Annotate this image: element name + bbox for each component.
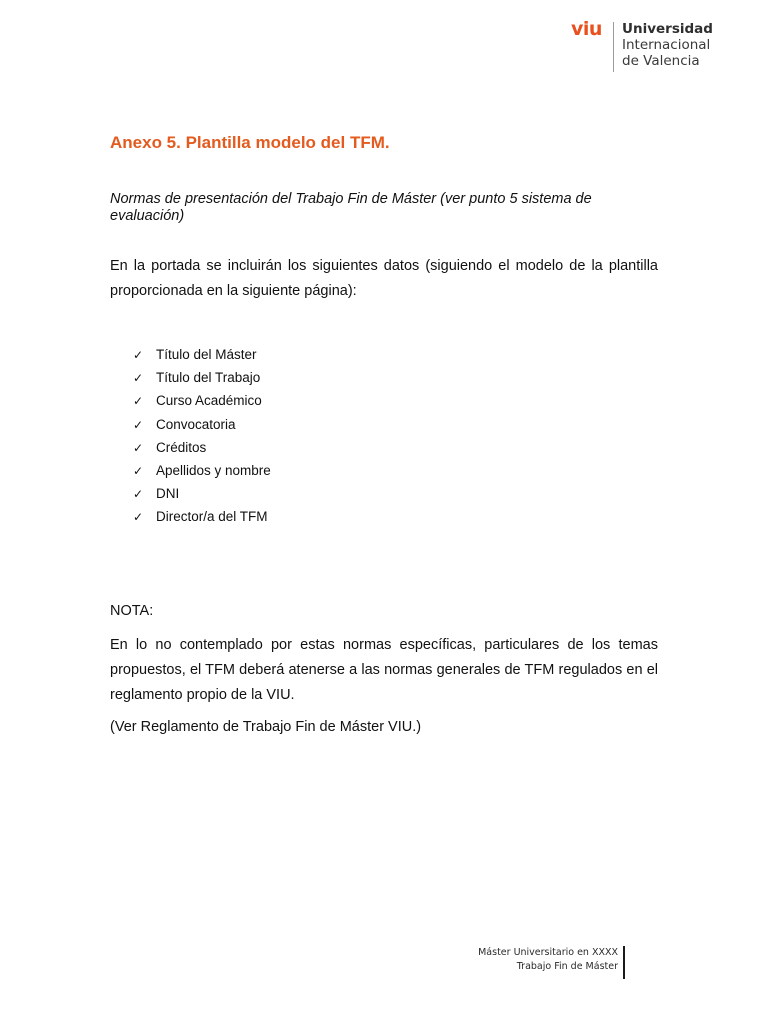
checklist-item-label: Apellidos y nombre	[156, 462, 271, 478]
footer-line-2: Trabajo Fin de Máster	[516, 961, 618, 972]
checklist-item	[133, 345, 271, 368]
intro-paragraph: En la portada se incluirán los siguientes datos (siguiendo el modelo de la plantilla proporcionada en la siguiente página):	[110, 258, 658, 299]
check-icon: ✓	[133, 440, 144, 455]
check-icon: ✓	[133, 487, 144, 502]
presentation-norms-note: Normas de presentación del Trabajo Fin de Máster (ver punto 5 sistema de evaluación)	[110, 191, 592, 224]
logo-divider	[613, 22, 614, 72]
nota-label: NOTA:	[110, 603, 154, 619]
university-logo	[571, 18, 721, 74]
check-icon: ✓	[133, 348, 144, 362]
check-icon: ✓	[133, 417, 144, 432]
checklist-item-label: Curso Académico	[156, 393, 262, 409]
check-icon: ✓	[133, 394, 144, 409]
checklist-item	[133, 415, 271, 438]
checklist-item	[133, 484, 271, 507]
footer-divider	[623, 946, 625, 979]
nota-paragraph: En lo no contemplado por estas normas específicas, particulares de los temas propuestos, el TFM deberá atenerse a las normas generales de TFM regulados en el reglamento propio de la VIU.	[110, 637, 658, 703]
checklist-item-label: Director/a del TFM	[156, 509, 268, 525]
logo-line-1: Universidad	[622, 21, 713, 37]
logo-wordmark	[622, 21, 713, 69]
checklist-item-label: Convocatoria	[156, 416, 236, 432]
checklist-item	[133, 438, 271, 461]
logo-brand: viu	[571, 18, 602, 40]
checklist-item-label: DNI	[156, 486, 180, 502]
checklist-item-label: Título del Trabajo	[156, 370, 261, 386]
logo-line-2: Internacional	[622, 37, 711, 53]
checklist-item-label: Título del Máster	[156, 347, 257, 362]
check-icon: ✓	[133, 463, 144, 478]
check-icon: ✓	[133, 510, 144, 525]
footer-line-1: Máster Universitario en XXXX	[478, 947, 618, 958]
logo-line-3: de Valencia	[622, 53, 700, 69]
cover-data-checklist	[133, 345, 271, 531]
checklist-item-label: Créditos	[156, 439, 207, 455]
checklist-item	[133, 368, 271, 391]
page-heading: Anexo 5. Plantilla modelo del TFM.	[110, 133, 390, 152]
page-footer	[478, 946, 618, 974]
regulation-reference: (Ver Reglamento de Trabajo Fin de Máster VIU.)	[110, 719, 422, 735]
checklist-item	[133, 461, 271, 484]
check-icon: ✓	[133, 371, 144, 386]
checklist-item	[133, 507, 271, 530]
checklist-item	[133, 391, 271, 414]
